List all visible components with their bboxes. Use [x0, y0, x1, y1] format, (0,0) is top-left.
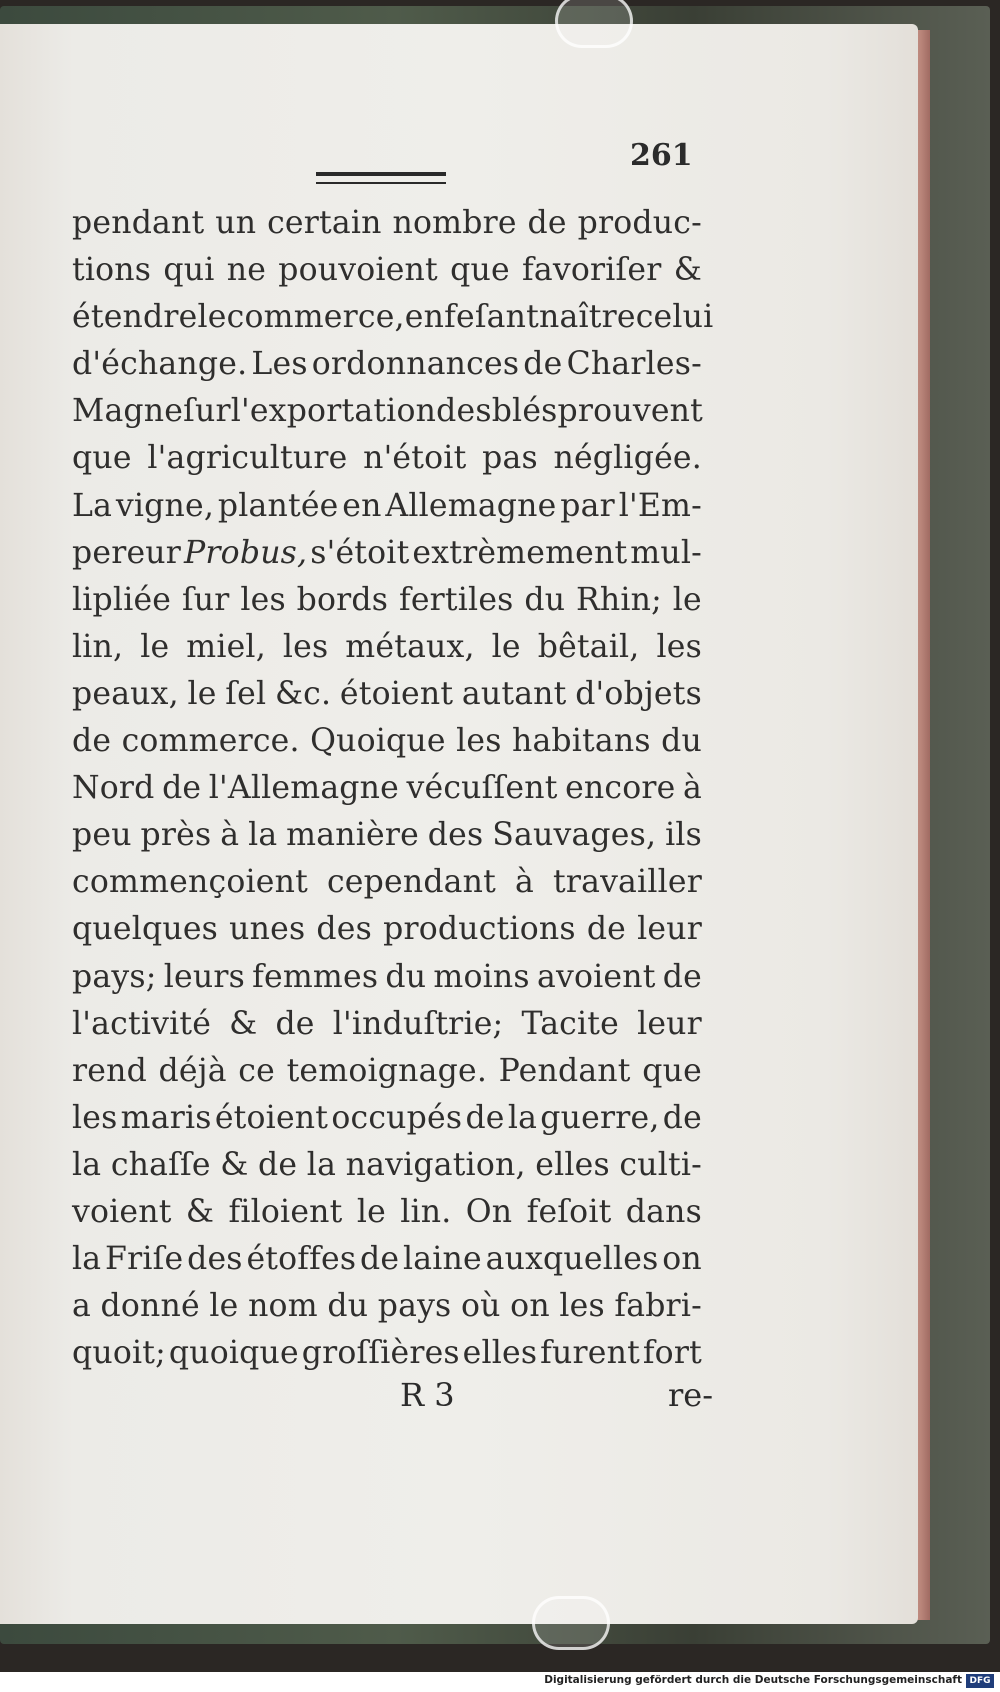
- text-line: Nord de l'Allemagne vécuſſent encore à: [72, 770, 702, 807]
- text-line: rend déjà ce temoignage. Pendant que: [72, 1052, 702, 1089]
- text-line: quelques unes des productions de leur: [72, 911, 702, 948]
- text-line: a donné le nom du pays où on les fabri-: [72, 1288, 702, 1325]
- text-line: d'échange. Les ordonnances de Charles-: [72, 346, 702, 383]
- signature-mark: R 3: [400, 1376, 455, 1414]
- catchword: re-: [668, 1376, 714, 1414]
- text-line: de commerce. Quoique les habitans du: [72, 723, 702, 760]
- text-line: quoit; quoique groſſières elles furent fort: [72, 1335, 702, 1372]
- text-line: Magne ſur l'exportation des blés prouvent: [72, 393, 704, 430]
- digitization-credit: Digitalisierung gefördert durch die Deutsche Forschungsgemeinschaft: [544, 1674, 962, 1686]
- text-line: lipliée ſur les bords fertiles du Rhin; le: [72, 581, 702, 618]
- text-line: La vigne, plantée en Allemagne par l'Em-: [72, 487, 702, 524]
- text-line: tions qui ne pouvoient que favoriſer &: [72, 252, 702, 289]
- dfg-logo: DFG: [966, 1674, 994, 1688]
- header-rule: [316, 172, 446, 184]
- text-line: pereur Probus, s'étoit extrèmement mul-: [72, 534, 702, 571]
- text-line: commençoient cependant à travailler: [72, 864, 702, 901]
- page-number: 261: [630, 138, 693, 173]
- body-text: [72, 200, 714, 1377]
- text-line: la Friſe des étoffes de laine auxquelles on: [72, 1241, 702, 1278]
- text-line: l'activité & de l'induſtrie; Tacite leur: [72, 1005, 702, 1042]
- text-line: pendant un certain nombre de produc-: [72, 205, 702, 241]
- text-line: les maris étoient occupés de la guerre, de: [72, 1099, 702, 1136]
- text-line: étendre le commerce, en feſant naître celui: [72, 299, 714, 336]
- text-line: pays; leurs femmes du moins avoient de: [72, 958, 702, 995]
- text-line: peaux, le ſel &c. étoient autant d'objets: [72, 675, 702, 712]
- text-line: lin, le miel, les métaux, le bêtail, les: [72, 628, 702, 665]
- bottom-clip-icon: [532, 1596, 610, 1650]
- text-line: que l'agriculture n'étoit pas négligée.: [72, 440, 702, 477]
- text-line: voient & filoient le lin. On feſoit dans: [72, 1193, 702, 1230]
- text-line: peu près à la manière des Sauvages, ils: [72, 817, 702, 854]
- text-line: la chaſſe & de la navigation, elles culti-: [72, 1146, 702, 1183]
- top-clip-icon: [555, 0, 633, 48]
